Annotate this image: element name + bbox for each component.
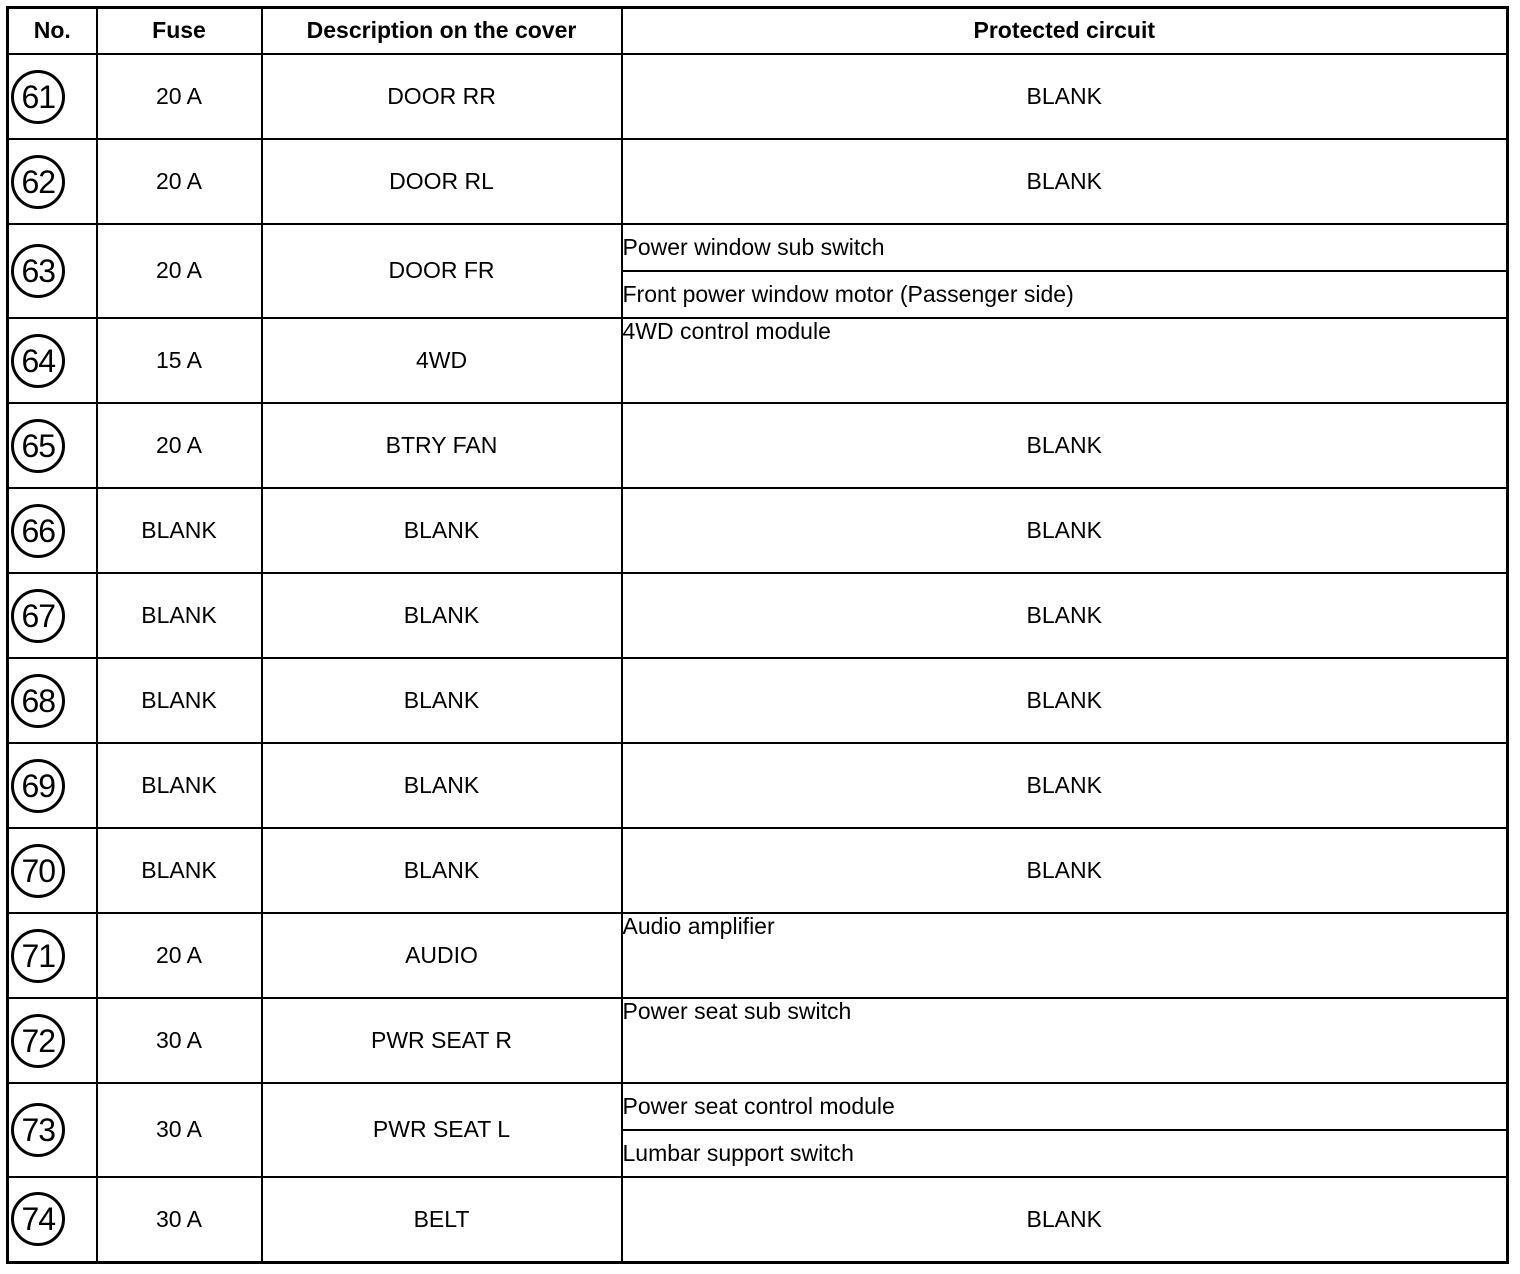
table-row — [8, 998, 1508, 1083]
protected-circuit: Power seat control module — [622, 1083, 1508, 1130]
protected-circuit: BLANK — [622, 1177, 1508, 1262]
cover-description: PWR SEAT R — [262, 998, 622, 1083]
protected-circuit: Power seat sub switch — [622, 998, 1508, 1083]
fuse-number: 69 — [11, 759, 65, 813]
fuse-rating: 30 A — [97, 1083, 262, 1177]
fuse-number: 64 — [11, 334, 65, 388]
cover-description: PWR SEAT L — [262, 1083, 622, 1177]
table-row — [8, 54, 1508, 139]
fuse-rating: BLANK — [97, 828, 262, 913]
fuse-number: 63 — [11, 244, 65, 298]
protected-circuit: 4WD control module — [622, 318, 1508, 403]
fuse-rating: 20 A — [97, 139, 262, 224]
fuse-number: 62 — [11, 155, 65, 209]
fuse-number: 72 — [11, 1014, 65, 1068]
fuse-rating: BLANK — [97, 658, 262, 743]
fuse-number-cell — [8, 913, 97, 998]
cover-description: DOOR FR — [262, 224, 622, 318]
fuse-number-cell — [8, 998, 97, 1083]
fuse-rating: BLANK — [97, 573, 262, 658]
table-row — [8, 224, 1508, 271]
table-row — [8, 403, 1508, 488]
protected-circuit: BLANK — [622, 139, 1508, 224]
fuse-number-cell — [8, 1083, 97, 1177]
table-row — [8, 318, 1508, 403]
table-row — [8, 658, 1508, 743]
cover-description: BELT — [262, 1177, 622, 1262]
fuse-number: 68 — [11, 674, 65, 728]
fuse-rating: 30 A — [97, 1177, 262, 1262]
fuse-number: 71 — [11, 929, 65, 983]
protected-circuit: Lumbar support switch — [622, 1130, 1508, 1177]
fuse-number-cell — [8, 1177, 97, 1262]
cover-description: BTRY FAN — [262, 403, 622, 488]
fuse-number-cell — [8, 224, 97, 318]
protected-circuit: BLANK — [622, 828, 1508, 913]
header-row — [8, 8, 1508, 55]
header-no: No. — [8, 8, 97, 55]
cover-description: BLANK — [262, 488, 622, 573]
table-row — [8, 1177, 1508, 1262]
protected-circuit: BLANK — [622, 743, 1508, 828]
cover-description: BLANK — [262, 658, 622, 743]
fuse-number-cell — [8, 488, 97, 573]
table-row — [8, 488, 1508, 573]
fuse-number: 73 — [11, 1103, 65, 1157]
fuse-rating: 30 A — [97, 998, 262, 1083]
fuse-rating: 15 A — [97, 318, 262, 403]
cover-description: DOOR RL — [262, 139, 622, 224]
cover-description: 4WD — [262, 318, 622, 403]
fuse-number-cell — [8, 403, 97, 488]
fuse-number: 66 — [11, 504, 65, 558]
protected-circuit: BLANK — [622, 573, 1508, 658]
fuse-rating: 20 A — [97, 54, 262, 139]
fuse-number-cell — [8, 828, 97, 913]
table-row — [8, 1083, 1508, 1130]
table-row — [8, 573, 1508, 658]
table-row — [8, 913, 1508, 998]
fuse-number-cell — [8, 658, 97, 743]
fuse-number-cell — [8, 139, 97, 224]
protected-circuit: BLANK — [622, 403, 1508, 488]
fuse-number: 70 — [11, 844, 65, 898]
protected-circuit: BLANK — [622, 658, 1508, 743]
table-row — [8, 139, 1508, 224]
fuse-table-page — [6, 6, 1506, 1268]
protected-circuit: Audio amplifier — [622, 913, 1508, 998]
fuse-number-cell — [8, 318, 97, 403]
header-fuse: Fuse — [97, 8, 262, 55]
cover-description: DOOR RR — [262, 54, 622, 139]
fuse-rating: BLANK — [97, 743, 262, 828]
fuse-number: 74 — [11, 1192, 65, 1246]
fuse-number-cell — [8, 573, 97, 658]
fuse-rating: 20 A — [97, 224, 262, 318]
fuse-number: 67 — [11, 589, 65, 643]
fuse-number-cell — [8, 743, 97, 828]
header-description: Description on the cover — [262, 8, 622, 55]
cover-description: BLANK — [262, 573, 622, 658]
fuse-table — [6, 6, 1509, 1264]
cover-description: BLANK — [262, 828, 622, 913]
table-row — [8, 828, 1508, 913]
cover-description: BLANK — [262, 743, 622, 828]
fuse-number: 65 — [11, 419, 65, 473]
fuse-rating: BLANK — [97, 488, 262, 573]
protected-circuit: Front power window motor (Passenger side) — [622, 271, 1508, 318]
fuse-rating: 20 A — [97, 403, 262, 488]
fuse-rating: 20 A — [97, 913, 262, 998]
cover-description: AUDIO — [262, 913, 622, 998]
protected-circuit: Power window sub switch — [622, 224, 1508, 271]
fuse-number: 61 — [11, 70, 65, 124]
protected-circuit: BLANK — [622, 54, 1508, 139]
header-protected-circuit: Protected circuit — [622, 8, 1508, 55]
protected-circuit: BLANK — [622, 488, 1508, 573]
table-row — [8, 743, 1508, 828]
fuse-number-cell — [8, 54, 97, 139]
